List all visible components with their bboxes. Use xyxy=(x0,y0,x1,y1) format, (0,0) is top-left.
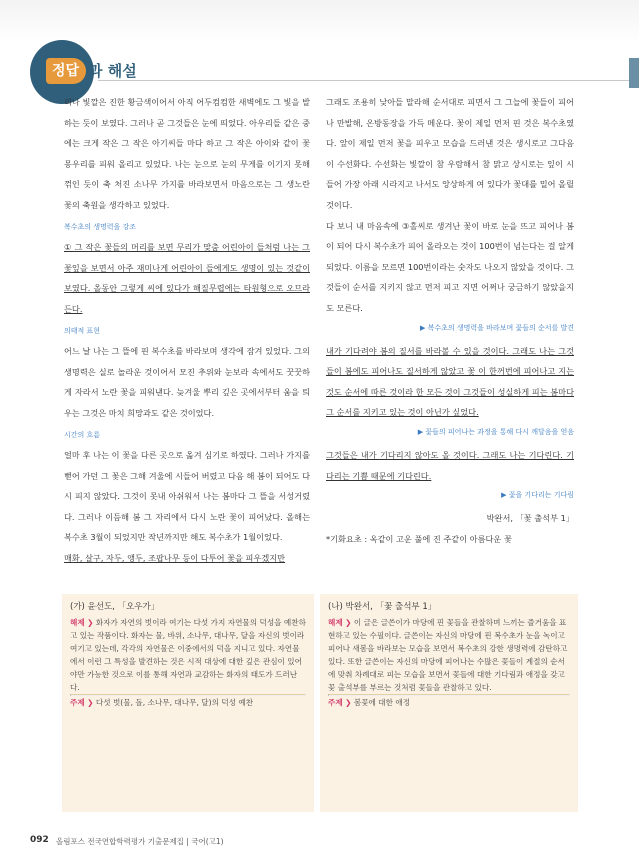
right-paragraph-2: 다 보니 내 마음속에 ③홀씨로 생겨난 꽃이 바로 눈을 뜨고 피어나 봄이 되어 다시 복수초가 피어 올라오는 것이 100번이 넘는다는 걸 알게 되었다. 이름을 모르면 100번이라는 숫자도 나오지 않았을 것이다. 그것들이 순서를 지키지 않고 먼저 피고 지면 어쩌나 궁금하기 않았을지도 모른다. xyxy=(326,220,574,313)
left-paragraph-2: ① 그 작은 꽃들의 머리를 보면 무리가 맞춤 어린아이 들처럼 나는 그 꽃잎을 보면서 아주 재미나게 어린아이 들에게도 생명이 있는 것같이 보였다. 올동안 그렇게 씨에 있다가 해질무렵에는 타원형으로 오므라든다. xyxy=(64,242,310,314)
section-title: 과 해설 xyxy=(88,62,137,80)
left-paragraph-5: 매화, 살구, 자두, 앵두, 조팝나무 등이 다투어 꽃을 피우겠지만 xyxy=(64,553,286,564)
gloss-note-3: 시간의 흐름 xyxy=(64,430,101,439)
commentary-box-left xyxy=(62,594,314,812)
page-number: 092 xyxy=(30,835,49,845)
left-paragraph-3: 어느 날 나는 그 뜰에 핀 복수초를 바라보며 생각에 잠겨 있었다. 그의 생명력은 실로 놀라운 것이어서 모진 추위와 눈보라 속에서도 꿋꿋하게 자라서 노란 꽃을 피워낸다. 늦겨울 뿌리 깊은 곳에서부터 움을 틔우는 그것은 마치 희망과도 같은 것이었다. xyxy=(64,346,310,418)
explanation-text-right: 이 글은 글쓴이가 마당에 핀 꽃들을 관찰하며 느끼는 즐거움을 표현하고 있는 수필이다. 글쓴이는 자신의 마당에 핀 복수초가 눈을 녹이고 피어나 새봄을 바라보는 모습을 보면서 복수초의 강한 생명력에 감탄하고 있다. 또한 글쓴이는 자신의 마당에 피어나는 수많은 꽃들이 계절의 순서에 맞춰 차례대로 피는 모습을 보면서 꽃들에 대한 기다림과 애정을 갖고 꽃 출석부를 부르는 것처럼 꽃들을 관찰하고 있다. xyxy=(328,618,568,692)
bullet-icon: ❯ xyxy=(345,618,352,627)
page-header xyxy=(0,0,639,90)
box-divider xyxy=(328,694,570,696)
left-column xyxy=(64,92,310,569)
theme-label-left: 주제 xyxy=(70,698,85,707)
page-footer xyxy=(0,835,639,851)
left-paragraph-4: 얼마 후 나는 이 꽃을 다른 곳으로 옮겨 심기로 하였다. 그러나 가지를 뻗어 가던 그 꽃은 그해 겨울에 시들어 버렸고 다음 해 봄이 되어도 다시 피지 않았다. 그것이 못내 아쉬워서 나는 봄마다 그 뜰을 서성거렸다. 그러나 이듬해 봄 그 자리에서 다시 노란 꽃이 피어났다. 올해는 복수초 3월이 되었지만 작년까지만 해도 복수초가 1월이었다. xyxy=(64,450,310,543)
right-paragraph-3: 내가 기다려야 봄의 질서를 바라볼 수 있을 것이다. 그래도 나는 그것들이 봄에도 피어나도 질서하게 않았고 꽃 이 한꺼번에 피어나고 지는 것도 순서에 따른 것이라 한 모든 것이 그것들이 성실하게 피는 봄마다 그 순서를 지키고 있는 것이 아닌가 싶었다. xyxy=(326,345,574,418)
right-paragraph-5: 그것들은 내가 기다리지 않아도 올 것이다. 그래도 나는 기다린다. 기다리는 기쁨 때문에 기다린다. xyxy=(326,449,574,481)
summary-arrow-note-1: ▶ 복수초의 생명력을 바라보며 꽃들의 순서를 발견 xyxy=(420,323,574,332)
commentary-body-left xyxy=(70,616,306,709)
commentary-title-right: (나) 박완서, 「꽃 출석부 1」 xyxy=(328,602,437,612)
header-band xyxy=(0,0,639,42)
author-credit: 박완서, 「꽃 출석부 1」 xyxy=(486,513,574,524)
left-paragraph-1: 리나 빛깔은 진한 황금색이어서 아직 어두컴컴한 새벽에도 그 빛을 발하는 듯이 보였다. 그러나 곧 그것들은 눈에 띄었다. 아우리들 같은 중에는 크게 작은 그 작은 아기씨들 마다 하고 그 작은 아이와 같이 꽃 몽우리를 피워 올리고 있었다. 나는 눈으로 눈의 무게를 이기지 못해 꺾인 듯이 축 처진 소나무 가지를 바라보면서 마음으로는 그 생노란 꽃의 축원을 생각하고 있었다. xyxy=(64,97,310,210)
header-rule xyxy=(98,80,639,81)
right-paragraph-1: 그래도 조용히 낮아들 말라해 순서대로 피면서 그 그늘에 꽃들이 피어나 만발해, 온방동장을 가득 메운다. 꽃이 제일 먼저 핀 것은 복수초였다. 앞이 제일 먼저 꽃을 피우고 모습을 드러낸 것은 생시로고 그다음이 수선화다. 수선화는 빛깔이 참 우람해서 참 맑고 상시로는 잎이 시들어 가장 아래 시라지고 나서도 앙상하게 여 있다가 꽃대를 밀어 올릴 것이다. xyxy=(326,97,574,210)
gloss-note-1: 복수초의 생명력을 강조 xyxy=(64,222,137,231)
book-title: 올림포스 전국연합학력평가 기출문제집 | 국어(고1) xyxy=(56,837,224,846)
explanation-text-left: 화자가 자연의 벗이라 여기는 다섯 가지 자연물의 덕성을 예찬하고 있는 작품이다. 화자는 물, 바위, 소나무, 대나무, 달을 자신의 벗이라 여기고 있는데, 각각의 자연물은 이중에서의 덕을 지니고 있다. 자연물에서 이런 그 특성을 발견하는 것은 시적 대상에 대한 깊은 관심이 있어야만 가능한 것으로 이를 통해 자연과 교감하는 화자의 태도가 드러난다. xyxy=(70,618,306,692)
side-tab xyxy=(629,58,639,88)
theme-text-right: 봄꽃에 대한 애정 xyxy=(353,698,411,707)
explanation-label-left: 해제 xyxy=(70,618,85,627)
right-column xyxy=(326,92,574,549)
summary-arrow-note-2: ▶ 꽃들의 피어나는 과정을 통해 다시 깨달음을 얻음 xyxy=(417,427,574,436)
summary-arrow-note-3: ▶ 꽃을 기다리는 기다림 xyxy=(501,491,574,500)
commentary-body-right xyxy=(328,616,570,709)
bullet-icon: ❯ xyxy=(345,698,352,707)
gloss-note-2: 의태적 표현 xyxy=(64,326,101,335)
box-divider xyxy=(70,694,306,696)
answer-badge: 정답 xyxy=(46,58,86,84)
bullet-icon: ❯ xyxy=(87,698,94,707)
footnote: *기화요초 : 옥같이 고운 풀에 진 주같이 아름다운 꽃 xyxy=(326,533,512,544)
theme-label-right: 주제 xyxy=(328,698,343,707)
theme-text-left: 다섯 벗(물, 돌, 소나무, 대나무, 달)의 덕성 예찬 xyxy=(95,698,254,707)
commentary-box-right xyxy=(320,594,578,812)
commentary-title-left: (가) 윤선도, 「오우가」 xyxy=(70,602,160,612)
bullet-icon: ❯ xyxy=(87,618,94,627)
explanation-label-right: 해제 xyxy=(328,618,343,627)
